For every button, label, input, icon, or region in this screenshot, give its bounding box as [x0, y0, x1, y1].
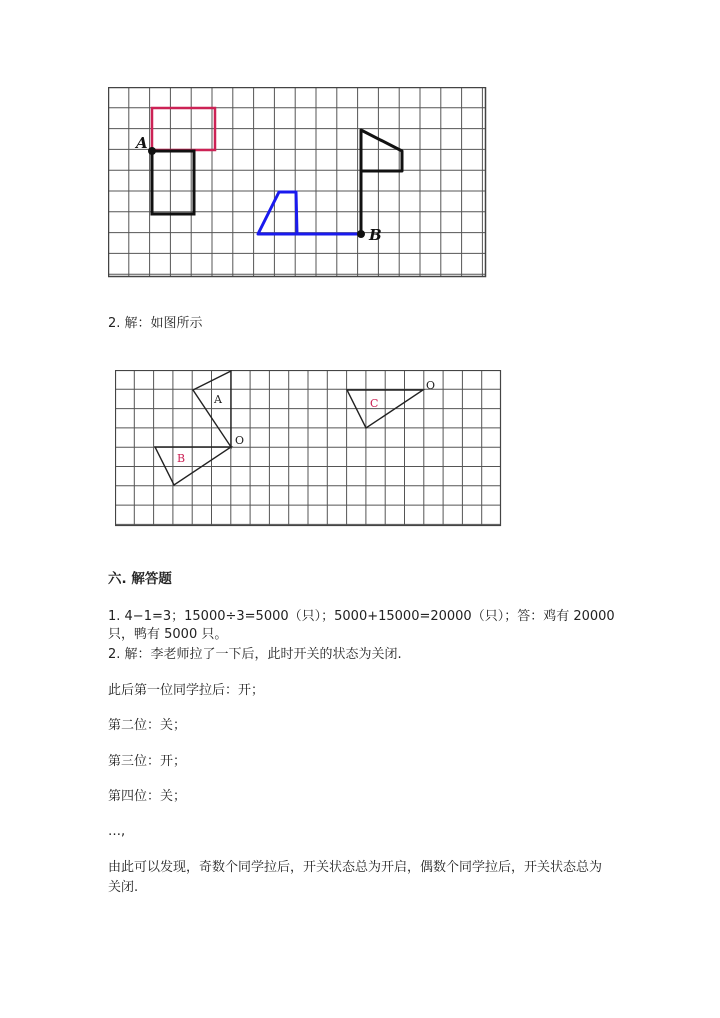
figure-1-border	[109, 88, 486, 277]
q2-ellipsis: …,	[108, 824, 126, 839]
point-a-label: A	[136, 134, 148, 152]
q1-line-1: 1. 4−1=3；15000÷3=5000（只）；5000+15000=20000（只）；答：鸡有 20000	[108, 609, 615, 624]
q2-second: 第二位：关；	[108, 718, 187, 733]
point-b-label: B	[369, 226, 382, 244]
triangle-a-label: A	[214, 393, 222, 406]
section-heading: 六. 解答题	[108, 571, 172, 587]
q2-conclusion: 由此可以发现，奇数个同学拉后，开关状态总为开启，偶数个同学拉后，开关状态总为关闭.	[108, 860, 603, 895]
black-flag	[361, 130, 402, 234]
q2-intro: 2. 解：李老师拉了一下后，此时开关的状态为关闭.	[108, 647, 402, 662]
q2-third: 第三位：开；	[108, 754, 187, 769]
q2-first: 此后第一位同学拉后：开；	[108, 683, 265, 698]
figure-1-grid-diagram	[108, 87, 488, 279]
figure-1-grid	[108, 87, 486, 277]
black-rectangle	[152, 151, 194, 214]
triangle-b-label: B	[177, 452, 186, 465]
q1-line-2: 只，鸭有 5000 只。	[108, 627, 228, 642]
blue-trapezoid-flag	[258, 192, 361, 234]
point-b-dot	[357, 230, 365, 238]
point-o-label-left: O	[235, 434, 245, 447]
figure-2-grid	[115, 370, 501, 526]
point-a-dot	[148, 147, 156, 155]
point-o-label-right: O	[426, 379, 436, 392]
answer-2-top: 2. 解：如图所示	[108, 316, 203, 331]
triangle-c-label: C	[370, 397, 379, 410]
figure-2-grid-diagram	[115, 370, 503, 530]
q2-fourth: 第四位：关；	[108, 789, 187, 804]
